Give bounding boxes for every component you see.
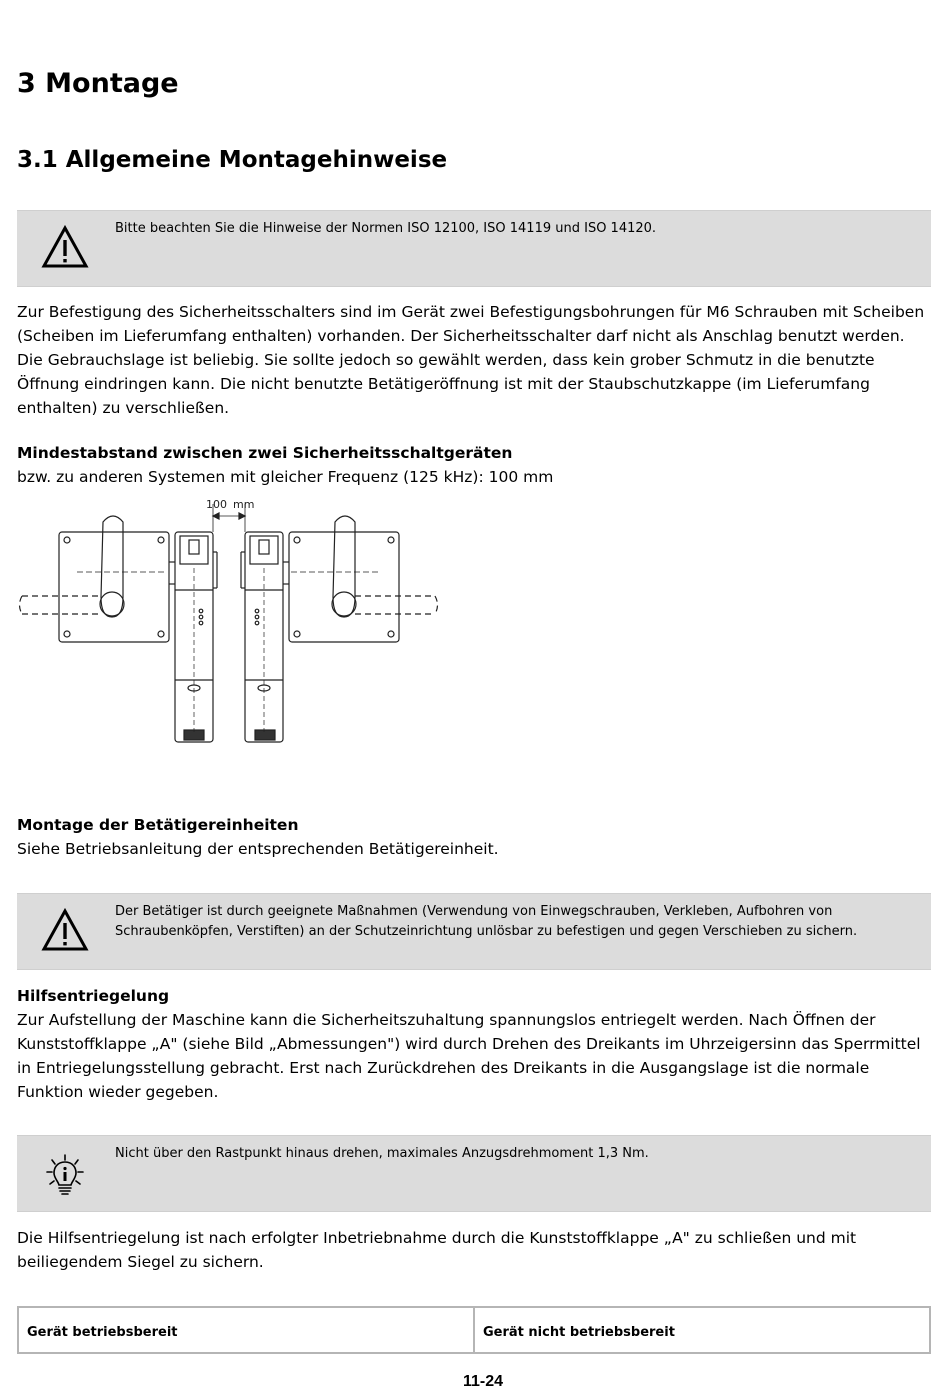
- dimension-label-value: 100: [206, 498, 227, 511]
- info-note: [17, 1135, 931, 1212]
- status-table: [17, 1306, 931, 1354]
- page-number: 11-24: [462, 1373, 504, 1390]
- distance-diagram: [17, 492, 442, 748]
- distance-text: bzw. zu anderen Systemen mit gleicher Frequenz (125 kHz): 100 mm: [17, 468, 554, 486]
- chapter-heading: 3 Montage: [17, 68, 179, 99]
- warning-icon: [41, 908, 89, 952]
- actuator-text: Siehe Betriebsanleitung der entsprechenden Betätigereinheit.: [17, 840, 499, 858]
- warning-icon: [41, 225, 89, 269]
- right-handle-plate: [289, 532, 399, 642]
- dimension-label-unit: mm: [233, 498, 255, 511]
- status-header-ready: Gerät betriebsbereit: [18, 1307, 474, 1353]
- distance-title: Mindestabstand zwischen zwei Sicherheitsschaltgeräten: [17, 444, 513, 462]
- release-title: Hilfsentriegelung: [17, 987, 170, 1005]
- info-note-text: Nicht über den Rastpunkt hinaus drehen, maximales Anzugsdrehmoment 1,3 Nm.: [115, 1146, 649, 1161]
- warning-note-text: Bitte beachten Sie die Hinweise der Normen ISO 12100, ISO 14119 und ISO 14120.: [115, 221, 657, 236]
- lightbulb-info-icon: [45, 1154, 85, 1198]
- mounting-paragraph: Zur Befestigung des Sicherheitsschalters sind im Gerät zwei Befestigungsbohrungen für M6 Schrauben mit Scheiben (Scheiben im Lieferumfang enthalten) vorhanden. Der Sicherheitsschalter darf nicht als Anschlag benutzt werden. Die Gebrauchslage ist beliebig. Sie sollte jedoch so gewählt werden, dass kein grober Schmutz in die benutzte Öffnung eindringen kann. Die nicht benutzte Betätigeröffnung ist mit der Staubschutzkappe (im Lieferumfang enthalten) zu verschließen.: [17, 303, 925, 417]
- final-paragraph: Die Hilfsentriegelung ist nach erfolgter Inbetriebnahme durch die Kunststoffklappe „A" zu schließen und mit beiliegendem Siegel zu sichern.: [17, 1229, 857, 1271]
- warning-note-2: [17, 893, 931, 970]
- release-paragraph: Zur Aufstellung der Maschine kann die Sicherheitszuhaltung spannungslos entriegelt werden. Nach Öffnen der Kunststoffklappe „A" (siehe Bild „Abmessungen") wird durch Drehen des Dreikants im Uhrzeigersinn das Sperrmittel in Entriegelungsstellung gebracht. Erst nach Zurückdrehen des Dreikants in die Ausgangslage ist die normale Funktion wieder gegeben.: [17, 1011, 921, 1101]
- actuator-title: Montage der Betätigereinheiten: [17, 816, 299, 834]
- warning-note: [17, 210, 931, 287]
- status-header-not-ready: Gerät nicht betriebsbereit: [474, 1307, 930, 1353]
- warning-note-2-text: Der Betätiger ist durch geeignete Maßnahmen (Verwendung von Einwegschrauben, Verkleben, Aufbohren von Schraubenköpfen, Verstiften) an der Schutzeinrichtung unlösbar zu befestigen und gegen Verschieben zu sichern.: [115, 904, 858, 939]
- left-handle-plate: [59, 532, 169, 642]
- section-heading: 3.1 Allgemeine Montagehinweise: [17, 147, 448, 173]
